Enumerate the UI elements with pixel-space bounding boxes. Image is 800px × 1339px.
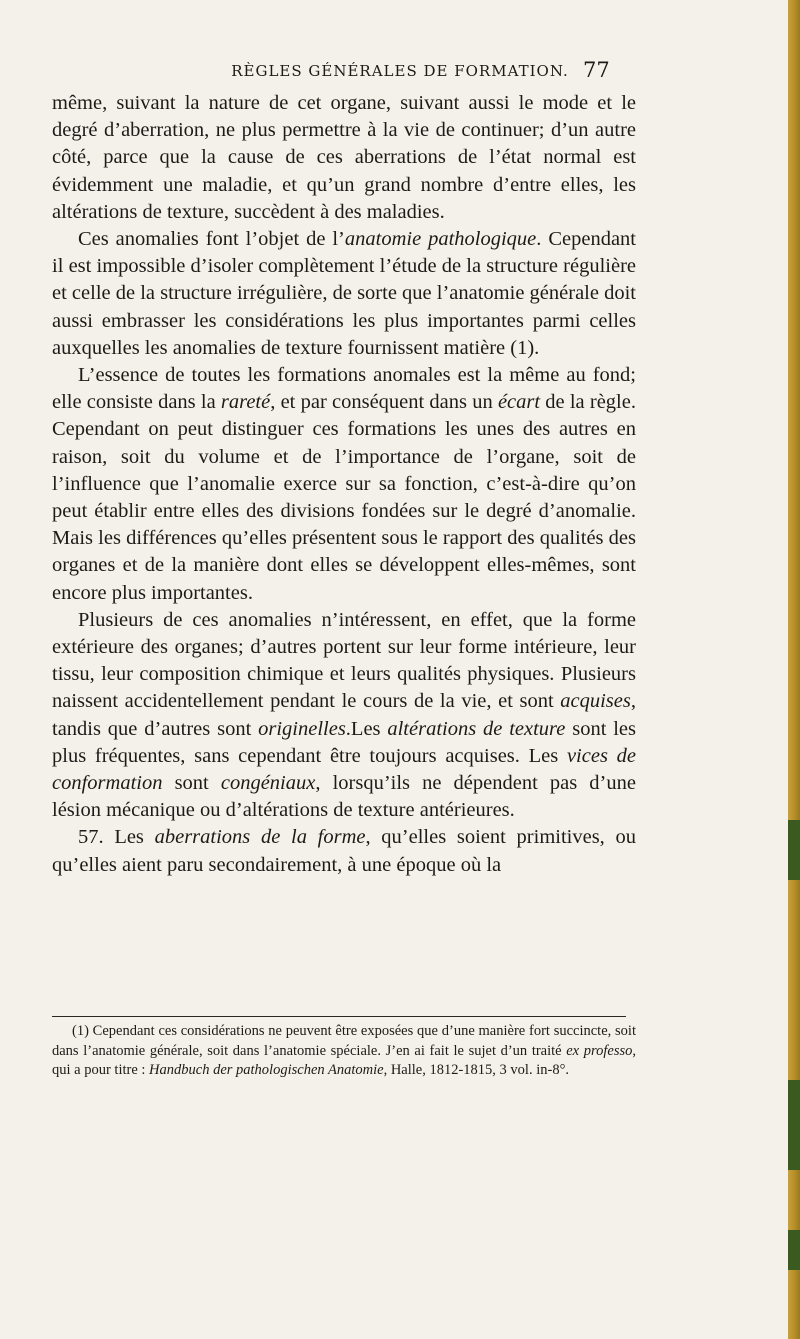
page-edge-strip [788, 0, 800, 1339]
emphasis: écart [497, 391, 541, 414]
footnote [52, 1022, 636, 1081]
paragraph-2: Ces anomalies font l’objet de l’anatomie pathologique. Cependant il est impossible d’isoler complètement l’étude de la structure régulière et celle de la structure irrégulière, de sorte que l’anatomie générale doit aussi embrasser les considérations les plus importantes parmi celles auxquelles les anomalies de texture fournissent matière (1). [52, 228, 636, 359]
body-text [52, 90, 636, 879]
paragraph-5: 57. Les aberrations de la forme, qu’elles soient primitives, ou qu’elles aient paru secondairement, à une époque où la [52, 826, 636, 876]
emphasis: acquises [560, 690, 631, 713]
page-number: 77 [583, 58, 610, 82]
footnote-rule [52, 1016, 626, 1017]
emphasis: rareté [220, 391, 271, 414]
paragraph-3: L’essence de toutes les formations anomales est la même au fond; elle consiste dans la rareté, et par conséquent dans un écart de la règle. Cependant on peut distinguer ces formations les unes des autres en raison, soit du volume et de l’importance de l’organe, soit de l’influence que l’anomalie exerce sur sa fonction, c’est-à-dire qu’on peut établir entre elles des divisions fondées sur le degré d’anomalie. Mais les différences qu’elles présentent sous le rapport des qualités des organes et de la manière dont elles se développent elles-mêmes, sont encore plus importantes. [52, 364, 636, 604]
emphasis: ex professo [566, 1042, 633, 1059]
emphasis: anatomie pathologique [344, 228, 537, 251]
paragraph-4: Plusieurs de ces anomalies n’intéressent, en effet, que la forme extérieure des organes; d’autres portent sur leur forme intérieure, leur tissu, leur composition chimique et leurs qualités physiques. Plusieurs naissent accidentellement pendant le cours de la vie, et sont acquises, tandis que d’autres sont originelles.Les altérations de texture sont les plus fréquentes, sans cependant être toujours acquises. Les vices de conformation sont congéniaux, lorsqu’ils ne dépendent pas d’une lésion mécanique ou d’altérations de texture antérieures. [52, 608, 636, 822]
emphasis: vices de conformation [52, 744, 636, 795]
footnote-text: (1) Cependant ces considérations ne peuvent être exposées que d’une manière fort succincte, soit dans l’anatomie générale, soit dans l’anatomie spéciale. J’en ai fait le sujet d’un traité ex professo, qui a pour titre : Handbuch der pathologischen Anatomie, Halle, 1812-1815, 3 vol. in-8°. [52, 1023, 636, 1078]
emphasis: altérations de texture [387, 717, 566, 740]
book-title: Handbuch der pathologischen Anatomie [149, 1062, 384, 1078]
paragraph-1: même, suivant la nature de cet organe, suivant aussi le mode et le degré d’aberration, ne plus permettre à la vie de continuer; d’un autre côté, parce que la cause de ces aberrations de l’état normal est évidemment une maladie, et qu’un grand nombre d’entre elles, les altérations de texture, succèdent à des maladies. [52, 92, 636, 223]
emphasis: originelles [258, 717, 346, 740]
emphasis: congéniaux [220, 772, 316, 795]
running-head: RÈGLES GÉNÉRALES DE FORMATION. [231, 62, 569, 80]
emphasis: aberrations de la forme [154, 826, 366, 849]
